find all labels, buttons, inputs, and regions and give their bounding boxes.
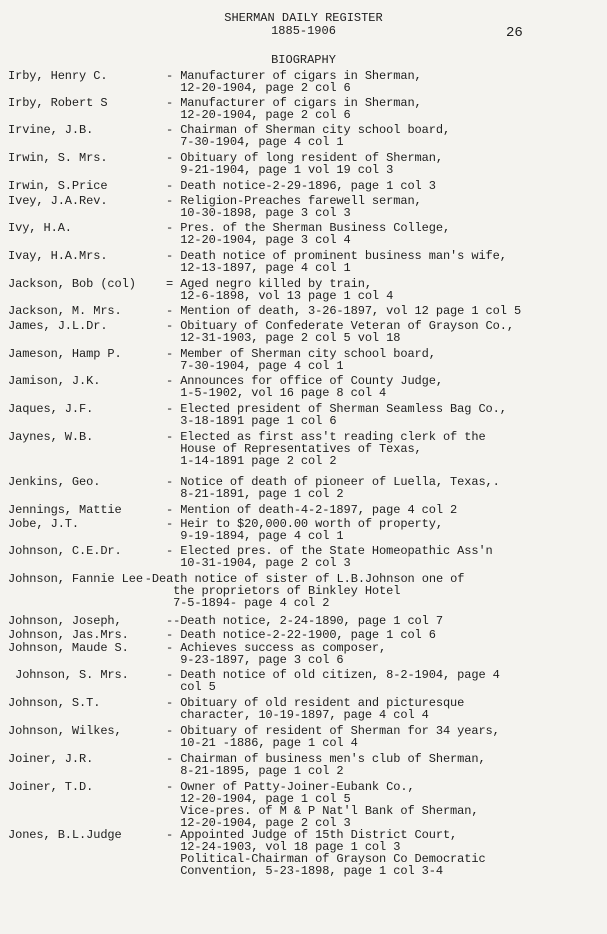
entry-line: - Appointed Judge of 15th District Court, bbox=[166, 828, 458, 842]
entry-name: Johnson, Wilkes, bbox=[8, 724, 122, 738]
entry-name: Ivy, H.A. bbox=[8, 221, 72, 235]
entry-name: Jameson, Hamp P. bbox=[8, 347, 122, 361]
entry-line: - Elected as first ass't reading clerk of the bbox=[166, 430, 486, 444]
entry-description bbox=[166, 725, 500, 749]
entry-description bbox=[166, 152, 443, 176]
entry-line: - Elected president of Sherman Seamless Bag Co., bbox=[166, 402, 507, 416]
newspaper-title: SHERMAN DAILY REGISTER bbox=[224, 11, 383, 25]
entry-line: - Mention of death, 3-26-1897, vol 12 page 1 col 5 bbox=[166, 304, 522, 318]
entry-line: - Announces for office of County Judge, bbox=[166, 374, 443, 388]
entry-name: Jaques, J.F. bbox=[8, 402, 94, 416]
entry-line: 9-19-1894, page 4 col 1 bbox=[166, 529, 344, 543]
entry-description bbox=[166, 476, 500, 500]
entry-description bbox=[166, 642, 386, 666]
entry-name: Joiner, J.R. bbox=[8, 752, 94, 766]
entry-description bbox=[166, 697, 464, 721]
entry-line: Convention, 5-23-1898, page 1 col 3-4 bbox=[166, 864, 443, 878]
entry-name: Irvine, J.B. bbox=[8, 123, 94, 137]
entry-line: - Mention of death-4-2-1897, page 4 col 2 bbox=[166, 503, 458, 517]
entry-line: 10-31-1904, page 2 col 3 bbox=[166, 556, 351, 570]
entry-line: Vice-pres. of M & P Nat'l Bank of Sherman, bbox=[166, 804, 479, 818]
entry-line: - Owner of Patty-Joiner-Eubank Co., bbox=[166, 780, 415, 794]
entry-line: 10-21 -1886, page 1 col 4 bbox=[166, 736, 358, 750]
entry-line: 12-24-1903, vol 18 page 1 col 3 bbox=[166, 840, 401, 854]
entry-line: -Death notice of sister of L.B.Johnson one of bbox=[144, 572, 465, 586]
entry-description bbox=[166, 669, 500, 693]
entry-line: - Death notice-2-29-1896, page 1 col 3 bbox=[166, 179, 436, 193]
entry-line: - Chairman of Sherman city school board, bbox=[166, 123, 451, 137]
entry-name: Jackson, Bob (col) bbox=[8, 277, 136, 291]
entry-description bbox=[166, 305, 521, 317]
entry-line: 7-30-1904, page 4 col 1 bbox=[166, 135, 344, 149]
entry-description bbox=[166, 195, 422, 219]
entry-name: Jenkins, Geo. bbox=[8, 475, 101, 489]
entry-name: James, J.L.Dr. bbox=[8, 319, 108, 333]
entry-line: 7-5-1894- page 4 col 2 bbox=[165, 596, 330, 610]
entry-line: - Manufacturer of cigars in Sherman, bbox=[166, 96, 422, 110]
entry-description bbox=[166, 403, 507, 427]
entry-description bbox=[166, 375, 443, 399]
entry-line: 12-6-1898, vol 13 page 1 col 4 bbox=[166, 289, 394, 303]
entry-description bbox=[166, 97, 422, 121]
entry-description bbox=[166, 629, 436, 641]
entry-line: 12-31-1903, page 2 col 5 vol 18 bbox=[166, 331, 401, 345]
entry-line: - Death notice of old citizen, 8-2-1904, page 4 bbox=[166, 668, 500, 682]
entry-name: Jennings, Mattie bbox=[8, 503, 122, 517]
entry-name: Ivay, H.A.Mrs. bbox=[8, 249, 108, 263]
entry-line: - Death notice of prominent business man's wife, bbox=[166, 249, 507, 263]
entry-line: - Obituary of resident of Sherman for 34 years, bbox=[166, 724, 500, 738]
entry-description bbox=[166, 278, 393, 302]
entry-name: Ivey, J.A.Rev. bbox=[8, 194, 108, 208]
entry-description bbox=[166, 124, 450, 148]
page-number: 26 bbox=[506, 25, 523, 41]
entry-name: Irby, Henry C. bbox=[8, 69, 108, 83]
entry-line: - Achieves success as composer, bbox=[166, 641, 387, 655]
entry-line: 1-5-1902, vol 16 page 8 col 4 bbox=[166, 386, 387, 400]
entry-description bbox=[166, 829, 486, 877]
entry-name: Jaynes, W.B. bbox=[8, 430, 94, 444]
entry-line: 12-20-1904, page 2 col 6 bbox=[166, 108, 351, 122]
year-range: 1885-1906 bbox=[271, 24, 336, 38]
entry-description bbox=[166, 250, 507, 274]
entry-line: - Notice of death of pioneer of Luella, Texas,. bbox=[166, 475, 500, 489]
entry-description bbox=[166, 518, 443, 542]
entry-line: - Chairman of business men's club of Sherman, bbox=[166, 752, 486, 766]
entry-line: 12-20-1904, page 2 col 6 bbox=[166, 81, 351, 95]
entry-line: 7-30-1904, page 4 col 1 bbox=[166, 359, 344, 373]
entry-line: 9-21-1904, page 1 vol 19 col 3 bbox=[166, 163, 394, 177]
entry-line: 12-20-1904, page 1 col 5 bbox=[166, 792, 351, 806]
entry-description bbox=[166, 70, 422, 94]
section-heading: BIOGRAPHY bbox=[271, 53, 336, 67]
entry-name: Johnson, Fannie Lee bbox=[8, 572, 143, 586]
entry-name: Johnson, C.E.Dr. bbox=[8, 544, 122, 558]
entry-name: Johnson, Jas.Mrs. bbox=[8, 628, 129, 642]
entry-line: - Religion-Preaches farewell serman, bbox=[166, 194, 422, 208]
entry-line: 8-21-1895, page 1 col 2 bbox=[166, 764, 344, 778]
entry-line: 1-14-1891 page 2 col 2 bbox=[166, 454, 337, 468]
entry-description bbox=[166, 545, 493, 569]
entry-line: the proprietors of Binkley Hotel bbox=[165, 584, 401, 598]
entry-name: Johnson, Joseph, bbox=[8, 614, 122, 628]
entry-description bbox=[166, 504, 457, 516]
entry-description bbox=[166, 615, 443, 627]
entry-description bbox=[166, 431, 486, 467]
entry-line: - Obituary of Confederate Veteran of Grayson Co., bbox=[166, 319, 514, 333]
entry-line: - Elected pres. of the State Homeopathic Ass'n bbox=[166, 544, 493, 558]
entry-description bbox=[166, 753, 486, 777]
entry-description bbox=[166, 781, 478, 829]
entry-line: - Member of Sherman city school board, bbox=[166, 347, 436, 361]
entry-name: Johnson, S.T. bbox=[8, 696, 101, 710]
entry-line: --Death notice, 2-24-1890, page 1 col 7 bbox=[166, 614, 443, 628]
entry-line: - Pres. of the Sherman Business College, bbox=[166, 221, 451, 235]
entry-line: 12-13-1897, page 4 col 1 bbox=[166, 261, 351, 275]
entry-line: col 5 bbox=[166, 680, 216, 694]
entry-line: Political-Chairman of Grayson Co Democratic bbox=[166, 852, 486, 866]
entry-line: 10-30-1898, page 3 col 3 bbox=[166, 206, 351, 220]
entry-name: Johnson, Maude S. bbox=[8, 641, 129, 655]
entry-line: - Manufacturer of cigars in Sherman, bbox=[166, 69, 422, 83]
entry-name: Irwin, S.Price bbox=[8, 179, 108, 193]
entry-name: Johnson, S. Mrs. bbox=[8, 668, 129, 682]
entry-name: Irwin, S. Mrs. bbox=[8, 151, 108, 165]
entry-name: Irby, Robert S bbox=[8, 96, 108, 110]
entry-line: 9-23-1897, page 3 col 6 bbox=[166, 653, 344, 667]
entry-name: Jamison, J.K. bbox=[8, 374, 101, 388]
entry-line: - Obituary of long resident of Sherman, bbox=[166, 151, 443, 165]
entry-line: - Death notice-2-22-1900, page 1 col 6 bbox=[166, 628, 436, 642]
entry-description bbox=[166, 180, 436, 192]
entry-name: Jobe, J.T. bbox=[8, 517, 80, 531]
entry-line: House of Representatives of Texas, bbox=[166, 442, 422, 456]
entry-line: 12-20-1904, page 2 col 3 bbox=[166, 816, 351, 830]
entry-line: 3-18-1891 page 1 col 6 bbox=[166, 414, 337, 428]
entry-name: Joiner, T.D. bbox=[8, 780, 94, 794]
entry-description bbox=[145, 573, 465, 609]
entry-description bbox=[166, 348, 436, 372]
entry-line: - Heir to $20,000.00 worth of property, bbox=[166, 517, 443, 531]
entry-description bbox=[166, 320, 514, 344]
entry-line: character, 10-19-1897, page 4 col 4 bbox=[166, 708, 429, 722]
entry-line: 8-21-1891, page 1 col 2 bbox=[166, 487, 344, 501]
entry-line: - Obituary of old resident and picturesque bbox=[166, 696, 465, 710]
entry-name: Jones, B.L.Judge bbox=[8, 828, 122, 842]
entry-line: = Aged negro killed by train, bbox=[166, 277, 372, 291]
entry-line: 12-20-1904, page 3 col 4 bbox=[166, 233, 351, 247]
entry-description bbox=[166, 222, 450, 246]
entry-name: Jackson, M. Mrs. bbox=[8, 304, 122, 318]
